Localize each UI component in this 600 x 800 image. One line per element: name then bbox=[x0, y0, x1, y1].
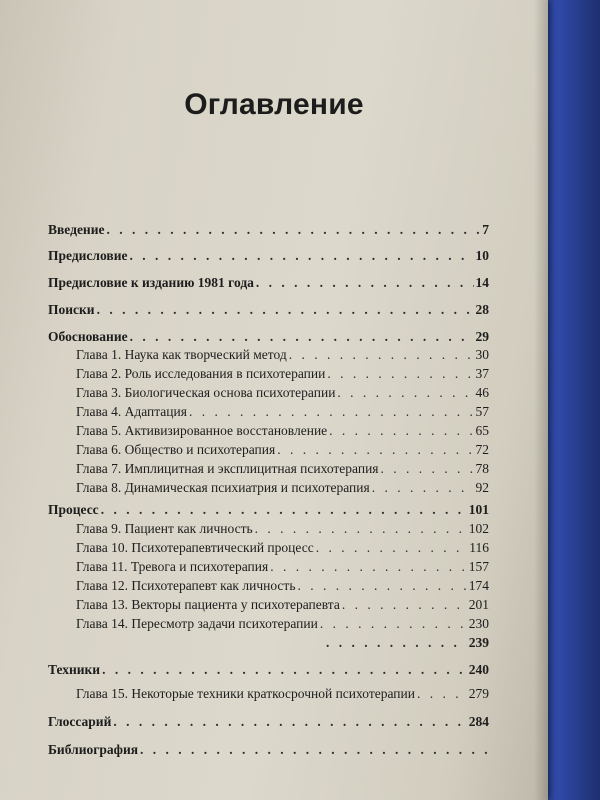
toc-chapter-entry-page-number: 65 bbox=[475, 423, 489, 438]
toc-section-entry-label: Введение bbox=[48, 222, 105, 237]
toc-section-entry bbox=[48, 222, 489, 238]
dot-leader bbox=[113, 714, 466, 730]
dot-leader bbox=[320, 616, 467, 632]
toc-chapter-entry-label: Глава 5. Активизированное восстановление bbox=[76, 423, 328, 438]
toc-chapter-entry-page-number: 30 bbox=[475, 347, 489, 362]
toc-chapter-entry bbox=[76, 540, 489, 556]
toc-chapter-entry bbox=[76, 385, 489, 401]
toc-chapter-entry bbox=[76, 686, 489, 702]
dot-leader bbox=[381, 461, 474, 477]
toc-chapter-entry bbox=[76, 461, 489, 477]
toc-chapter-entry bbox=[76, 559, 489, 575]
toc-section-entry-label: Предисловие bbox=[48, 248, 128, 263]
toc-chapter-entry bbox=[76, 366, 489, 382]
dot-leader bbox=[342, 597, 467, 613]
dot-leader bbox=[256, 275, 474, 291]
dot-leader bbox=[106, 222, 480, 238]
toc-chapter-entry bbox=[76, 404, 489, 420]
toc-section-entry-page-number: 28 bbox=[475, 302, 489, 317]
toc-section-entry bbox=[48, 502, 489, 518]
toc-chapter-entry-page-number: 92 bbox=[475, 480, 489, 495]
toc-chapter-entry-page-number: 57 bbox=[475, 404, 489, 419]
toc-chapter-entry-label: Глава 1. Наука как творческий метод bbox=[76, 347, 287, 362]
dot-leader bbox=[277, 442, 473, 458]
toc-section-entry-label: Обоснование bbox=[48, 329, 128, 344]
toc-chapter-entry bbox=[76, 442, 489, 458]
toc-section-entry-page-number: 284 bbox=[468, 714, 489, 729]
dot-leader bbox=[140, 742, 487, 758]
dot-leader bbox=[297, 578, 466, 594]
toc-section-entry-label: Предисловие к изданию 1981 года bbox=[48, 275, 254, 290]
dot-leader bbox=[130, 329, 474, 345]
toc-chapter-entry bbox=[76, 521, 489, 537]
toc-section-entry-page-number: 7 bbox=[482, 222, 489, 237]
toc-section-entry-label: Техники bbox=[48, 662, 101, 677]
dot-leader bbox=[129, 248, 473, 264]
toc-chapter-entry bbox=[76, 597, 489, 613]
toc-chapter-entry-label: Глава 3. Биологическая основа психотерапии bbox=[76, 385, 336, 400]
toc-section-entry-page-number: 14 bbox=[475, 275, 489, 290]
dot-leader bbox=[417, 686, 467, 702]
dot-leader bbox=[97, 302, 474, 318]
dot-leader bbox=[329, 423, 473, 439]
toc-chapter-entry-label: Глава 8. Динамическая психиатрия и психотерапия bbox=[76, 480, 370, 495]
dot-leader bbox=[289, 347, 474, 363]
toc-section-entry bbox=[48, 329, 489, 345]
toc-section-entry bbox=[48, 714, 489, 730]
toc-section-entry bbox=[48, 248, 489, 264]
toc-chapter-entry-page-number: 279 bbox=[468, 686, 489, 701]
toc-section-entry-page-number: 101 bbox=[468, 502, 489, 517]
toc-chapter-entry-page-number: 102 bbox=[468, 521, 489, 536]
toc-chapter-entry bbox=[76, 578, 489, 594]
toc-chapter-entry-label: Глава 13. Векторы пациента у психотерапевта bbox=[76, 597, 340, 612]
toc-chapter-entry-label: Глава 7. Имплицитная и эксплицитная психотерапия bbox=[76, 461, 379, 476]
toc-section-entry-page-number: 10 bbox=[475, 248, 489, 263]
toc-chapter-entry-page-number: 230 bbox=[468, 616, 489, 631]
page-title: Оглавление bbox=[184, 88, 364, 121]
toc-chapter-end-page bbox=[76, 635, 489, 651]
toc-chapter-entry-label: Глава 14. Пересмотр задачи психотерапии bbox=[76, 616, 318, 631]
toc-chapter-entry-page-number: 72 bbox=[475, 442, 489, 457]
toc-section-entry bbox=[48, 302, 489, 318]
dot-leader bbox=[189, 404, 474, 420]
toc-section-entry-label: Поиски bbox=[48, 302, 95, 317]
toc-chapter-entry-label: Глава 4. Адаптация bbox=[76, 404, 187, 419]
toc-chapter-entry-page-number: 116 bbox=[469, 540, 489, 555]
toc-section-entry-label: Библиография bbox=[48, 742, 139, 757]
dot-leader bbox=[327, 366, 473, 382]
toc-chapter-entry bbox=[76, 347, 489, 363]
toc-chapter-entry-label: Глава 6. Общество и психотерапия bbox=[76, 442, 276, 457]
toc-chapter-entry-label: Глава 10. Психотерапевтический процесс bbox=[76, 540, 314, 555]
dot-leader bbox=[326, 635, 467, 651]
toc-chapter-entry-label: Глава 12. Психотерапевт как личность bbox=[76, 578, 296, 593]
toc-section-entry bbox=[48, 742, 489, 758]
toc-section-entry-label: Процесс bbox=[48, 502, 99, 517]
toc-chapter-entry bbox=[76, 423, 489, 439]
toc-section-entry-label: Глоссарий bbox=[48, 714, 112, 729]
chapters-end-page-number: 239 bbox=[468, 635, 489, 650]
toc-chapter-entry-page-number: 201 bbox=[468, 597, 489, 612]
dot-leader bbox=[102, 662, 467, 678]
toc-chapter-entry-page-number: 46 bbox=[475, 385, 489, 400]
toc-chapter-entry-label: Глава 9. Пациент как личность bbox=[76, 521, 253, 536]
toc-chapter-entry-page-number: 157 bbox=[468, 559, 489, 574]
toc-section-entry-page-number: 29 bbox=[475, 329, 489, 344]
dot-leader bbox=[316, 540, 468, 556]
dot-leader bbox=[372, 480, 474, 496]
dot-leader bbox=[101, 502, 467, 518]
toc-section-entry bbox=[48, 662, 489, 678]
toc-chapter-entry-label: Глава 2. Роль исследования в психотерапии bbox=[76, 366, 326, 381]
toc-chapter-entry-page-number: 174 bbox=[468, 578, 489, 593]
toc-chapter-entry bbox=[76, 616, 489, 632]
toc-section-entry-page-number: 240 bbox=[468, 662, 489, 677]
toc-chapter-entry-page-number: 37 bbox=[475, 366, 489, 381]
dot-leader bbox=[255, 521, 467, 537]
toc-chapter-entry-label: Глава 15. Некоторые техники краткосрочной психотерапии bbox=[76, 686, 415, 701]
dot-leader bbox=[337, 385, 473, 401]
dot-leader bbox=[270, 559, 467, 575]
toc-chapter-entry-page-number: 78 bbox=[475, 461, 489, 476]
toc-section-entry bbox=[48, 275, 489, 291]
toc-chapter-entry-label: Глава 11. Тревога и психотерапия bbox=[76, 559, 269, 574]
toc-chapter-entry bbox=[76, 480, 489, 496]
